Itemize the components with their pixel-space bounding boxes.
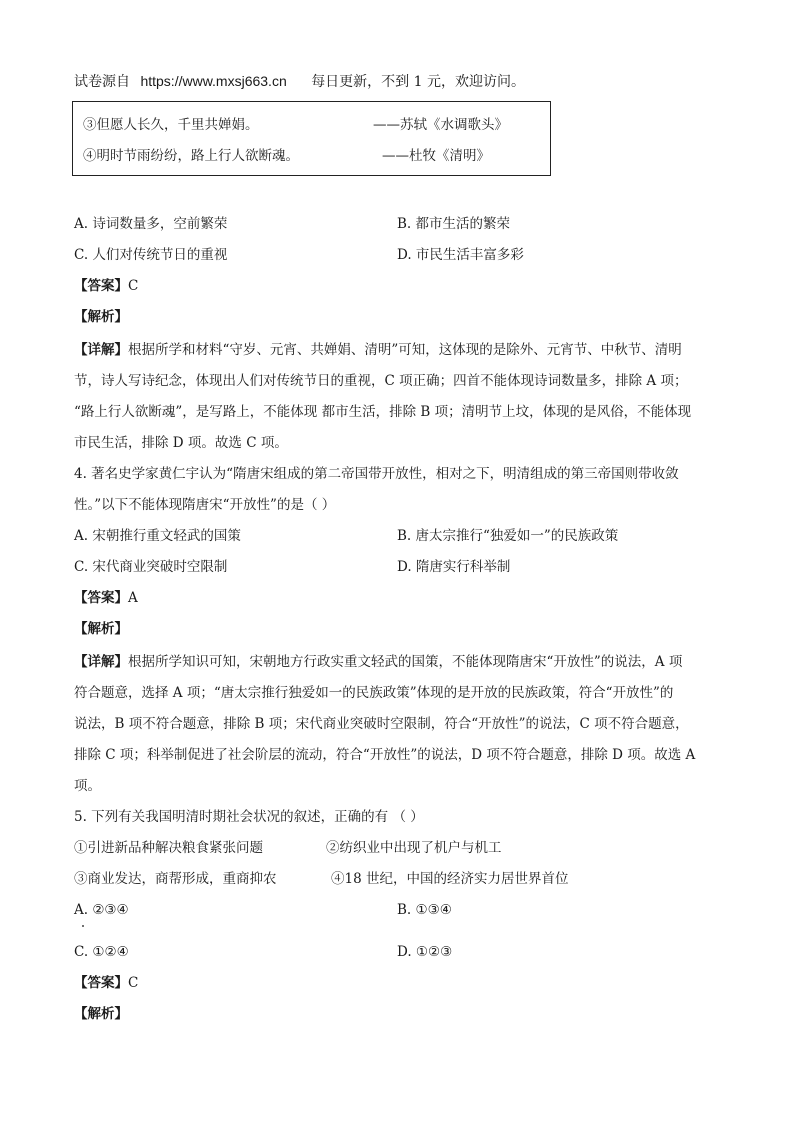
detail-text: 根据所学和材料“守岁、元宵、共婵娟、清明”可知，这体现的是除外、元宵节、中秋节、清明 xyxy=(128,342,682,358)
q3-analysis-label: 【解析】 xyxy=(74,309,128,325)
answer-label: 【答案】 xyxy=(74,590,128,606)
answer-value: A xyxy=(128,590,138,606)
q3-option-a: A. 诗词数量多，空前繁荣 xyxy=(74,216,228,232)
q3-option-b: B. 都市生活的繁荣 xyxy=(397,216,511,232)
q4-option-a: A. 宋朝推行重文轻武的国策 xyxy=(74,528,241,544)
answer-label: 【答案】 xyxy=(74,975,128,991)
q3-option-c: C. 人们对传统节日的重视 xyxy=(74,247,228,263)
quote-source-4: ——杜牧《清明》 xyxy=(382,148,490,164)
answer-value: C xyxy=(128,975,139,991)
q5-option-a: A. ②③④ xyxy=(74,902,129,918)
q3-detail-line: 市民生活，排除 D 项。故选 C 项。 xyxy=(74,435,288,451)
q5-stem: 5. 下列有关我国明清时期社会状况的叙述，正确的有 （ ） xyxy=(74,809,424,825)
detail-text: 根据所学知识可知，宋朝地方行政实重文轻武的国策，不能体现隋唐宋“开放性”的说法，A 项 xyxy=(128,654,683,670)
header-suffix: 每日更新，不到 1 元，欢迎访问。 xyxy=(311,74,525,90)
quote-box xyxy=(72,101,551,176)
q4-detail-line: 符合题意，选择 A 项；“唐太宗推行独爱如一的民族政策”体现的是开放的民族政策，符合“开放性”的 xyxy=(74,685,674,701)
q3-answer xyxy=(74,276,138,296)
q4-detail-line: 排除 C 项；科举制促进了社会阶层的流动，符合“开放性”的说法，D 项不符合题意，排除 D 项。故选 A xyxy=(74,747,696,763)
q5-analysis-label: 【解析】 xyxy=(74,1006,128,1022)
q5-item-2: ②纺织业中出现了机户与机工 xyxy=(326,840,502,856)
q4-stem: 4. 著名史学家黄仁宇认为“隋唐宋组成的第二帝国带开放性，相对之下，明清组成的第三帝国则带收敛 xyxy=(74,466,679,482)
q5-item-1: ①引进新品种解决粮食紧张问题 xyxy=(74,840,263,856)
q4-detail-line: 项。 xyxy=(74,778,101,794)
q4-option-b: B. 唐太宗推行“独爱如一”的民族政策 xyxy=(397,528,619,544)
answer-value: C xyxy=(128,278,139,294)
q3-option-d: D. 市民生活丰富多彩 xyxy=(397,247,524,263)
detail-label: 【详解】 xyxy=(74,654,128,670)
q4-analysis-label: 【解析】 xyxy=(74,621,128,637)
q4-option-d: D. 隋唐实行科举制 xyxy=(397,559,511,575)
q4-option-c: C. 宋代商业突破时空限制 xyxy=(74,559,228,575)
q5-option-c: C. ①②④ xyxy=(74,944,129,960)
q4-stem: 性。”以下不能体现隋唐宋“开放性”的是（ ） xyxy=(74,497,336,513)
source-url[interactable]: https://www.mxsj663.cn xyxy=(140,73,287,89)
quote-source-3: ——苏轼《水调歌头》 xyxy=(373,117,508,133)
q5-item-4: ④18 世纪，中国的经济实力居世界首位 xyxy=(331,871,569,887)
q5-item-3: ③商业发达，商帮形成，重商抑农 xyxy=(74,871,277,887)
header-line xyxy=(74,71,525,92)
q5-option-b: B. ①③④ xyxy=(397,902,452,918)
quote-line-4: ④明时节雨纷纷，路上行人欲断魂。 xyxy=(83,148,299,164)
detail-label: 【详解】 xyxy=(74,342,128,358)
stray-dot xyxy=(82,925,84,927)
header-prefix: 试卷源自 xyxy=(74,74,130,90)
quote-line-3: ③但愿人长久，千里共婵娟。 xyxy=(83,117,259,133)
q3-detail-line xyxy=(74,340,682,360)
q5-answer xyxy=(74,973,138,993)
q5-option-d: D. ①②③ xyxy=(397,944,453,960)
q4-answer xyxy=(74,588,138,608)
q3-detail-line: “路上行人欲断魂”，是写路上，不能体现 都市生活，排除 B 项；清明节上坟，体现的是风俗，不能体现 xyxy=(74,404,692,420)
q4-detail-line xyxy=(74,652,682,672)
q3-detail-line: 节，诗人写诗纪念，体现出人们对传统节日的重视，C 项正确；四首不能体现诗词数量多，排除 A 项； xyxy=(74,373,688,389)
q4-detail-line: 说法，B 项不符合题意，排除 B 项；宋代商业突破时空限制，符合“开放性”的说法，C 项不符合题意， xyxy=(74,716,689,732)
answer-label: 【答案】 xyxy=(74,278,128,294)
